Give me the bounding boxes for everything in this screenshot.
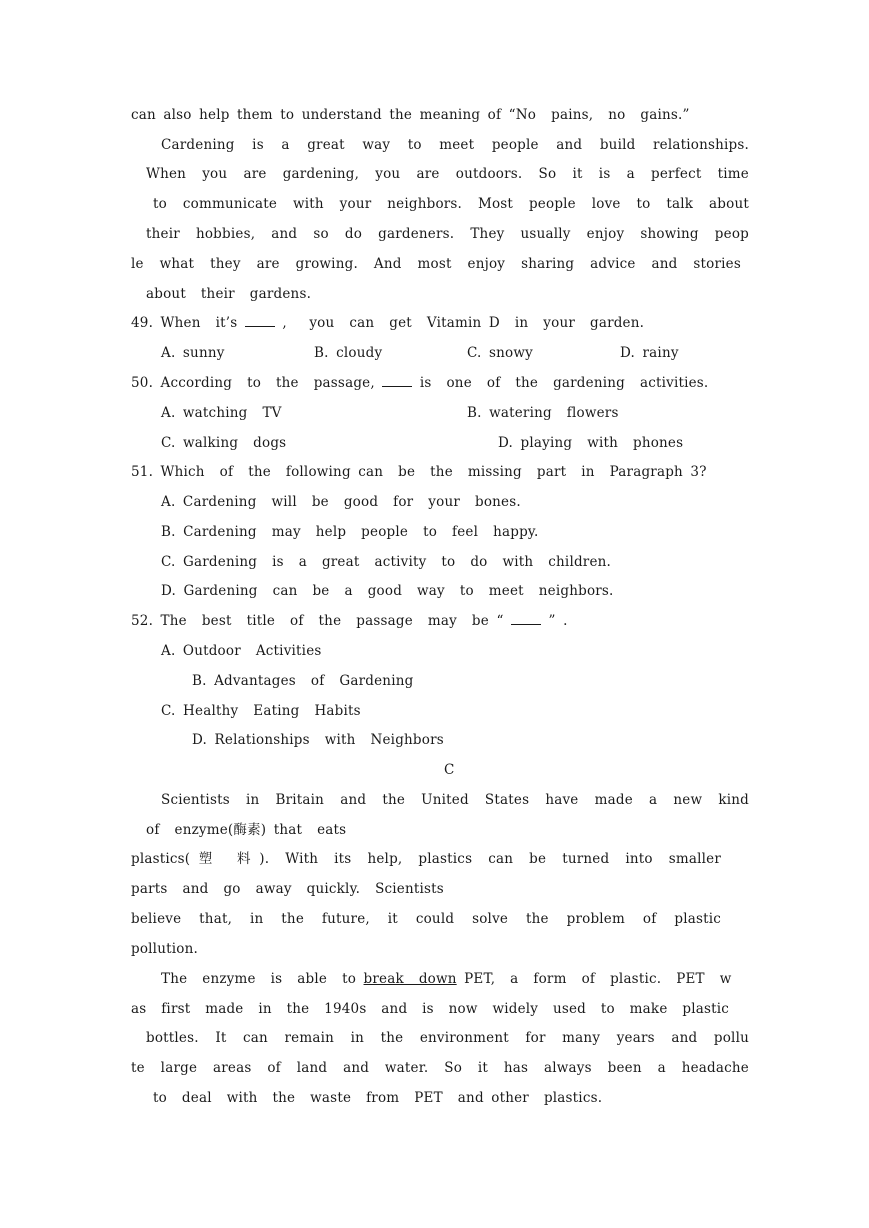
option-c: C. snowy (467, 345, 533, 361)
option-a: A. Outdoor Activities (161, 643, 322, 659)
stem-part: 49. When it’s (131, 315, 238, 331)
text-line: can also help them to understand the meaning of “No pains, no gains.” (131, 107, 690, 123)
text-line: When you are gardening, you are outdoors. So it is a perfect time (146, 166, 749, 182)
text-line: plastics(塑 料). With its help, plastics can be turned into smaller (131, 851, 721, 867)
stem-part: is one of the gardening activities. (419, 375, 709, 391)
underlined-phrase: break down (363, 971, 457, 987)
answer-blank (382, 373, 412, 387)
text-segment: PET, a form of plastic. PET w (456, 971, 732, 987)
text-line: Cardening is a great way to meet people and build relationships. (161, 137, 749, 153)
stem-part: , you can get Vitamin D in your garden. (282, 315, 645, 331)
option-c: C. Gardening is a great activity to do with children. (161, 554, 612, 570)
option-d: D. Relationships with Neighbors (192, 732, 444, 748)
text-line: their hobbies, and so do gardeners. They usually enjoy showing peop (146, 226, 749, 242)
text-line: le what they are growing. And most enjoy sharing advice and stories (131, 256, 741, 272)
option-d: D. rainy (620, 345, 679, 361)
option-a: A. sunny (161, 345, 225, 361)
text-line (161, 969, 749, 989)
text-line: parts and go away quickly. Scientists (131, 881, 444, 897)
text-line: pollution. (131, 941, 198, 957)
question-52-stem (131, 611, 749, 631)
answer-blank (245, 313, 275, 327)
text-line: about their gardens. (146, 286, 312, 302)
option-a: A. watching TV (161, 405, 282, 421)
option-b: B. Cardening may help people to feel happy. (161, 524, 539, 540)
stem-part: ” . (548, 613, 568, 629)
option-d: D. playing with phones (498, 435, 684, 451)
option-c: C. walking dogs (161, 435, 287, 451)
answer-blank (511, 611, 541, 625)
text-line: believe that, in the future, it could solve the problem of plastic (131, 911, 721, 927)
text-line: to communicate with your neighbors. Most people love to talk about (153, 196, 749, 212)
section-heading: C (444, 762, 455, 778)
stem-part: 50. According to the passage, (131, 375, 375, 391)
option-b: B. Advantages of Gardening (192, 673, 414, 689)
stem-part: 52. The best title of the passage may be “ (131, 613, 504, 629)
question-49-stem (131, 313, 749, 333)
option-c: C. Healthy Eating Habits (161, 703, 361, 719)
option-d: D. Gardening can be a good way to meet neighbors. (161, 583, 614, 599)
text-line: to deal with the waste from PET and other plastics. (153, 1090, 603, 1106)
text-segment: The enzyme is able to (161, 971, 357, 987)
option-a: A. Cardening will be good for your bones. (161, 494, 521, 510)
option-b: B. watering flowers (467, 405, 619, 421)
text-line: te large areas of land and water. So it has always been a headache (131, 1060, 749, 1076)
option-b: B. cloudy (314, 345, 383, 361)
text-line: of enzyme(酶素) that eats (146, 822, 347, 838)
text-line: as first made in the 1940s and is now widely used to make plastic (131, 1001, 729, 1017)
text-line: bottles. It can remain in the environment for many years and pollu (146, 1030, 749, 1046)
text-line: Scientists in Britain and the United States have made a new kind (161, 792, 749, 808)
question-50-stem (131, 373, 749, 393)
question-51-stem: 51. Which of the following can be the missing part in Paragraph 3? (131, 464, 707, 480)
